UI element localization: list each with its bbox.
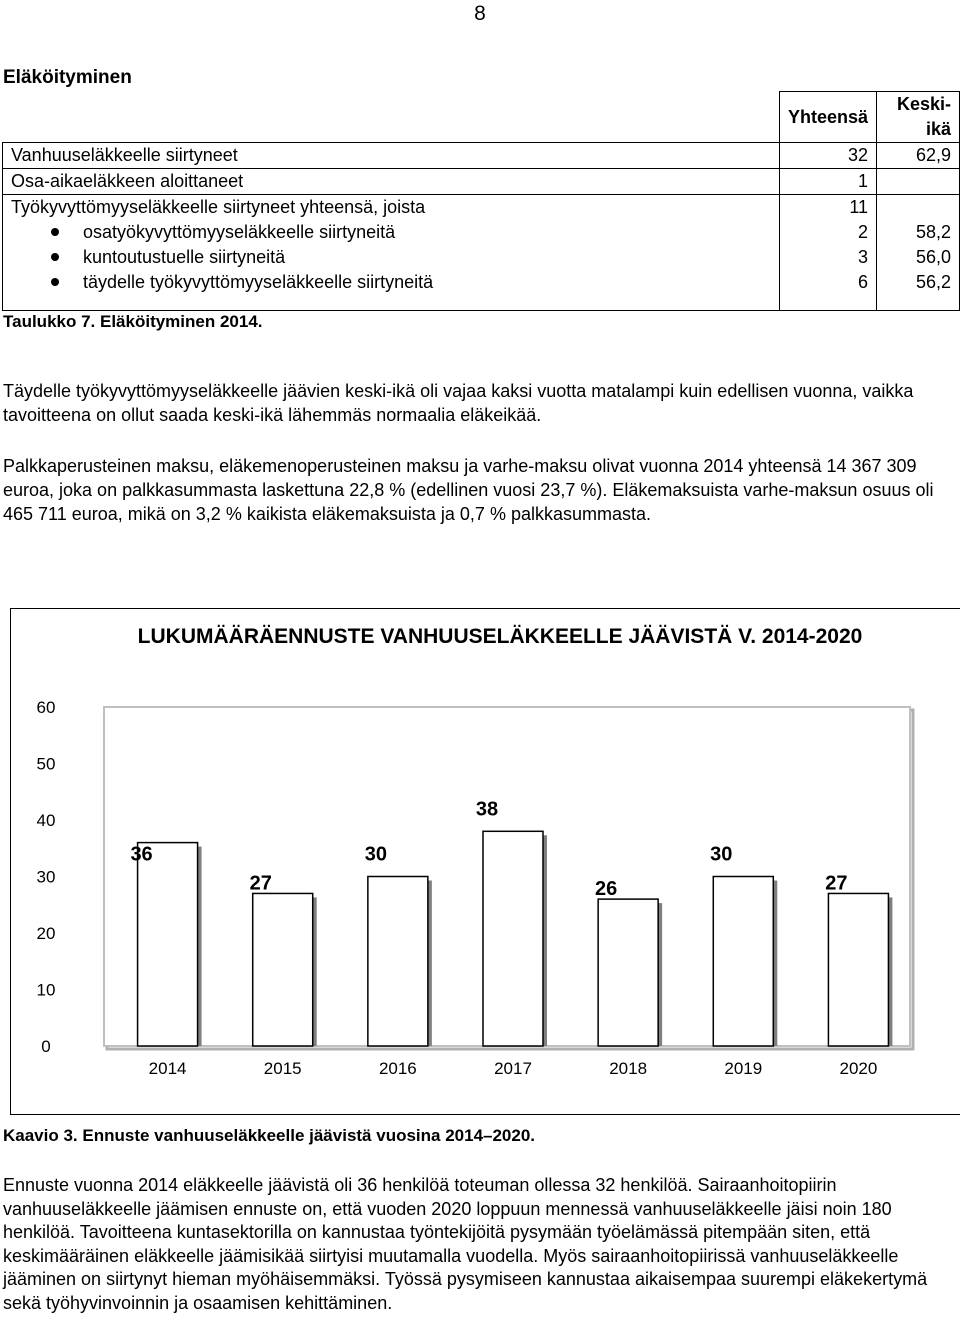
table-header-row [3, 92, 960, 143]
bar [138, 843, 198, 1046]
chart-caption: Kaavio 3. Ennuste vanhuuseläkkeelle jäävistä vuosina 2014–2020. [3, 1126, 536, 1145]
row-total: 1 [780, 169, 877, 195]
x-tick-label: 2016 [378, 1059, 417, 1078]
row-avg-age: 58,2 [877, 220, 960, 245]
row-avg-age [877, 195, 960, 221]
row-avg-age: 56,2 [877, 270, 960, 311]
row-total: 3 [780, 245, 877, 270]
table-row [3, 270, 960, 311]
row-label: kuntoutustuelle siirtyneitä [83, 247, 286, 267]
page-number: 8 [474, 2, 486, 25]
x-tick-label: 2015 [263, 1059, 302, 1078]
row-total: 11 [780, 195, 877, 221]
row-label: Vanhuuseläkkeelle siirtyneet [3, 143, 780, 169]
table-caption: Taulukko 7. Eläköityminen 2014. [3, 312, 263, 331]
data-label: 27 [249, 872, 272, 895]
row-label: Osa-aikaeläkkeen aloittaneet [3, 169, 780, 195]
y-tick-label: 40 [36, 811, 56, 830]
data-label: 27 [825, 872, 848, 895]
data-label: 36 [130, 843, 153, 866]
row-label: Työkyvyttömyyseläkkeelle siirtyneet yhteensä, joista [3, 195, 780, 221]
table-row [3, 195, 960, 221]
bar [368, 877, 428, 1047]
data-label: 30 [364, 843, 387, 866]
table-row [3, 169, 960, 195]
row-avg-age: 56,0 [877, 245, 960, 270]
bullet-icon [51, 228, 59, 236]
bar [483, 831, 543, 1046]
row-label: osatyökyvyttömyyseläkkeelle siirtyneitä [83, 222, 396, 242]
y-tick-label: 50 [36, 754, 56, 774]
row-label: täydelle työkyvyttömyyseläkkeelle siirtyneitä [83, 272, 434, 292]
row-total: 2 [780, 220, 877, 245]
chart-title: LUKUMÄÄRÄENNUSTE VANHUUSELÄKKEELLE JÄÄVISTÄ V. 2014-2020 [137, 625, 863, 648]
x-tick-label: 2017 [494, 1059, 532, 1078]
bullet-icon [51, 278, 59, 286]
table-header-avg-age: Keski-ikä [877, 92, 960, 143]
data-label: 26 [595, 878, 618, 901]
paragraph-avg-age: Täydelle työkyvyttömyyseläkkeelle jäävien keski-ikä oli vajaa kaksi vuotta matalampi kuin edellisen vuonna, vaikka tavoitteena on ollut saada keski-ikä lähemmäs normaalia eläkeikää. [3, 381, 914, 425]
bar-chart [0, 690, 960, 1090]
x-tick-label: 2019 [724, 1059, 763, 1078]
x-tick-label: 2020 [839, 1059, 878, 1078]
row-avg-age [877, 169, 960, 195]
paragraph-payments: Palkkaperusteinen maksu, eläkemenoperusteinen maksu ja varhe-maksu olivat vuonna 2014 yhteensä 14 367 309 euroa, joka on palkkasummasta laskettuna 22,8 % (edellinen vuosi 23,7 %). Eläkemaksuista varhe-maksun osuus oli 465 711 euroa, mikä on 3,2 % kaikista eläkemaksuista ja 0,7 % palkkasummasta. [3, 456, 934, 524]
table-row [3, 245, 960, 270]
row-avg-age: 62,9 [877, 143, 960, 169]
table-header-label [3, 92, 780, 143]
table-header-total: Yhteensä [780, 92, 877, 143]
bar [828, 893, 888, 1046]
section-title: Eläköityminen [3, 67, 132, 88]
x-tick-label: 2018 [609, 1059, 648, 1078]
row-total: 32 [780, 143, 877, 169]
y-tick-label: 60 [36, 698, 56, 717]
bar [713, 877, 773, 1047]
row-total: 6 [780, 270, 877, 311]
bar [253, 893, 313, 1046]
data-label: 38 [475, 798, 499, 821]
y-tick-label: 10 [36, 980, 56, 1000]
bullet-icon [51, 253, 59, 261]
data-label: 30 [710, 843, 733, 866]
y-tick-label: 30 [36, 867, 56, 887]
table-row [3, 220, 960, 245]
bar [598, 899, 658, 1046]
paragraph-forecast: Ennuste vuonna 2014 eläkkeelle jäävistä oli 36 henkilöä toteuman ollessa 32 henkilöä. Sairaanhoitopiirin vanhuuseläkkeelle jäämisen ennuste on, että vuoden 2020 loppuun mennessä vanhuuseläkkeelle jäisi noin 180 henkilöä. Tavoitteena kuntasektorilla on kannustaa työntekijöitä pysymään työelämässä pitempään siten, että keskimääräinen eläkkeelle jäämisikää siirtyisi muutamalla vuodella. Myös sairaanhoitopiirissä vanhuuseläkkeelle jääminen on siirtynyt hieman myöhäisemmäksi. Työssä pysymiseen kannustaa aikaisempaa suurempi eläkekertymä sekä työhyvinvoinnin ja osaamisen kehittäminen. [3, 1175, 928, 1313]
retirement-table [2, 91, 960, 311]
x-tick-label: 2014 [148, 1059, 187, 1078]
y-tick-label: 20 [36, 924, 56, 943]
table-row [3, 143, 960, 169]
y-tick-label: 0 [41, 1037, 51, 1056]
